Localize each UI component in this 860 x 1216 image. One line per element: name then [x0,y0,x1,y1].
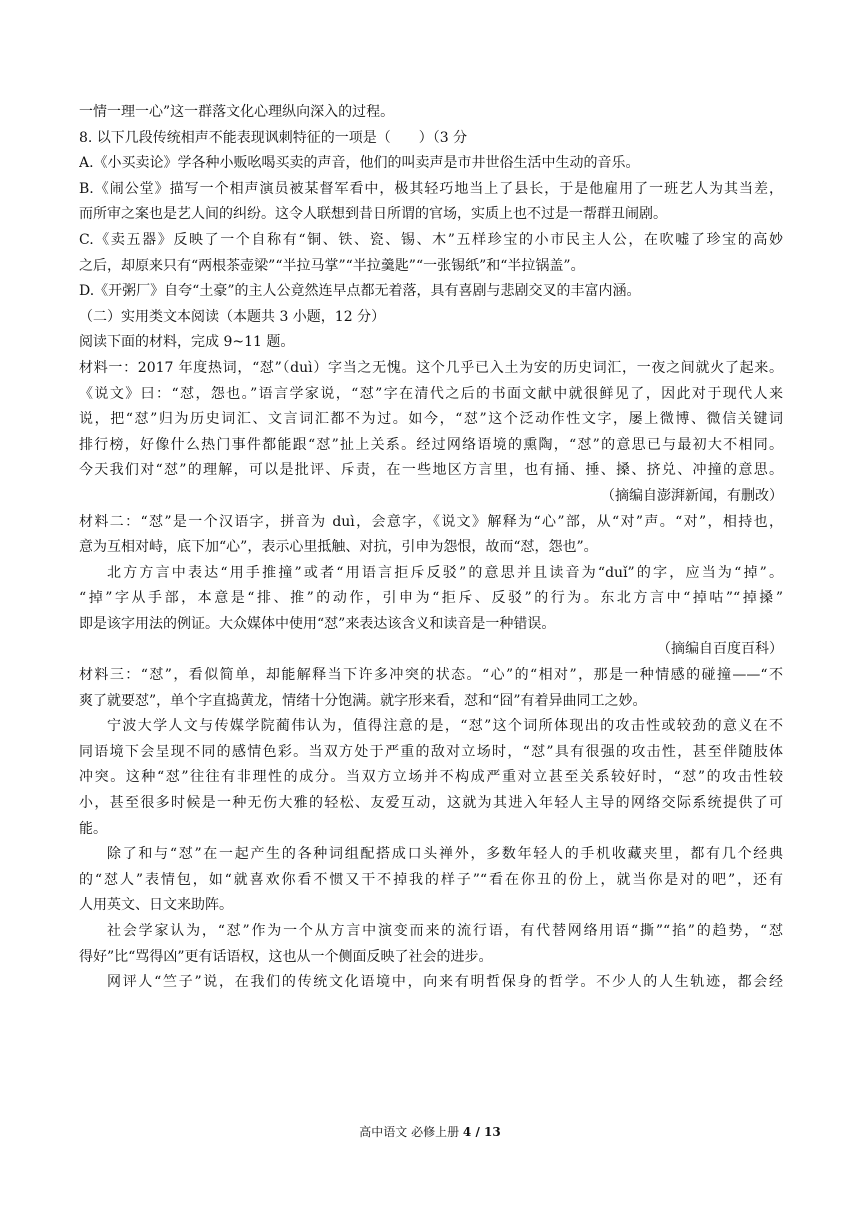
material-3-line: 同语境下会呈现不同的感情色彩。当双方处于严重的敌对立场时，“怼”具有很强的攻击性，甚至伴随肢体 [79,743,783,760]
instruction-text: 阅读下面的材料，完成 9~11 题。 [79,334,295,351]
material-3-line: 网评人“竺子”说，在我们的传统文化语境中，向来有明哲保身的哲学。不少人的人生轨迹，都会经 [107,974,783,991]
material-1-line: 今天我们对“怼”的理解，可以是批评、斥责，在一些地区方言里，也有捅、捶、搡、挤兑、冲撞的意思。 [79,462,783,479]
material-3-line: 材料三：“怼”，看似简单，却能解释当下许多冲突的状态。“心”的“相对”，那是一种情感的碰撞——“不 [79,667,783,684]
material-1-line: 排行榜，好像什么热门事件都能跟“怼”扯上关系。经过网络语境的熏陶，“怼”的意思已与最初大不相同。 [79,436,783,453]
material-3-line: 冲突。这种“怼”往往有非理性的成分。当双方立场并不构成严重对立甚至关系较好时，“怼”的攻击性较 [79,769,783,786]
material-3-line: 社会学家认为，“怼”作为一个从方言中演变而来的流行语，有代替网络用语“撕”“掐”的趋势，“怼 [107,923,783,939]
material-2-line: 即是该字用法的例证。大众媒体中使用“怼”来表达该含义和读音是一种错误。 [79,615,556,632]
option-c-line-2: 之后，却原来只有“两根茶壶梁”“半拉马掌”“半拉羹匙”“一张锡纸”和“半拉锅盖”。 [79,257,585,274]
material-3-line: 爽了就要怼”，单个字直捣黄龙，情绪十分饱满。就字形来看，怼和“囧”有着异曲同工之妙。 [79,692,647,709]
material-3-line: 小，甚至很多时候是一种无伤大雅的轻松、友爱互动，这就为其进入年轻人主导的网络交际系统提供了可 [79,795,783,812]
footer-label: 高中语文 必修上册 [359,1125,460,1139]
material-3-line: 人用英文、日文来助阵。 [79,897,233,914]
material-3-line: 除了和与“怼”在一起产生的各种词组配搭成口头禅外，多数年轻人的手机收藏夹里，都有几个经典 [107,846,783,863]
option-b-line-1: B.《闹公堂》描写一个相声演员被某督军看中，极其轻巧地当上了县长，于是他雇用了一班艺人为其当差， [79,180,783,197]
material-1-line: 《说文》曰：“怼，怨也。”语言学家说，“怼”字在清代之后的书面文献中就很鲜见了，因此对于现代人来 [79,385,783,402]
material-3-line: 得好”比“骂得凶”更有话语权，这也从一个侧面反映了社会的进步。 [79,948,493,965]
section-heading: （二）实用类文本阅读（本题共 3 小题，12 分） [79,308,386,325]
material-3-line: 宁波大学人文与传媒学院蔺伟认为，值得注意的是，“怼”这个词所体现出的攻击性或较劲的意义在不 [107,718,783,735]
document-body [79,100,783,996]
question-8-stem: 8. 以下几段传统相声不能表现讽刺特征的一项是（ ）（3 分 [79,129,468,146]
material-1-source: （摘编自澎湃新闻，有删改） [601,487,783,504]
material-2-line: 意为互相对峙，底下加“心”，表示心里抵触、对抗，引申为怨恨，故而“怼，怨也”。 [79,539,598,556]
material-2-line: 材料二：“怼”是一个汉语字，拼音为 duì，会意字，《说文》解释为“心”部，从“对”声。“对”，相持也， [79,513,783,530]
option-d: D.《开粥厂》自夸“土豪”的主人公竟然连早点都无着落，具有喜剧与悲剧交叉的丰富内涵。 [79,283,641,300]
material-3-line: 的“怼人”表情包，如“就喜欢你看不惯又干不掉我的样子”“看在你丑的份上，就当你是对的吧”，还有 [79,871,783,888]
option-c-line-1: C.《卖五器》反映了一个自称有“铜、铁、瓷、锡、木”五样珍宝的小市民主人公，在吹嘘了珍宝的高妙 [79,231,783,248]
text-line: 一情一理一心”这一群落文化心理纵向深入的过程。 [79,104,395,120]
material-2-source: （摘编自百度百科） [657,641,783,658]
material-2-line: “掉”字从手部，本意是“排、推”的动作，引申为“拒斥、反驳”的行为。东北方言中“掉咕”“掉搡” [79,590,783,607]
material-2-line: 北方方言中表达“用手推撞”或者“用语言拒斥反驳”的意思并且读音为“duǐ”的字，应当为“掉”。 [107,564,783,581]
option-a: A.《小买卖论》学各种小贩吆喝买卖的声音，他们的叫卖声是市井世俗生活中生动的音乐。 [79,155,640,172]
material-1-line: 说，把“怼”归为历史词汇、文言词汇都不为过。如今，“怼”这个泛动作性文字，屡上微博、微信关键词 [79,411,783,428]
option-b-line-2: 而所审之案也是艺人间的纠纷。这令人联想到昔日所谓的官场，实质上也不过是一帮群丑闹剧。 [79,206,667,223]
material-1-line: 材料一：2017 年度热词，“怼”（duì）字当之无愧。这个几乎已入土为安的历史词汇，一夜之间就火了起来。 [79,359,783,376]
material-3-line: 能。 [79,820,107,837]
page-footer [0,1124,860,1140]
page-number: 4 / 13 [462,1125,501,1139]
